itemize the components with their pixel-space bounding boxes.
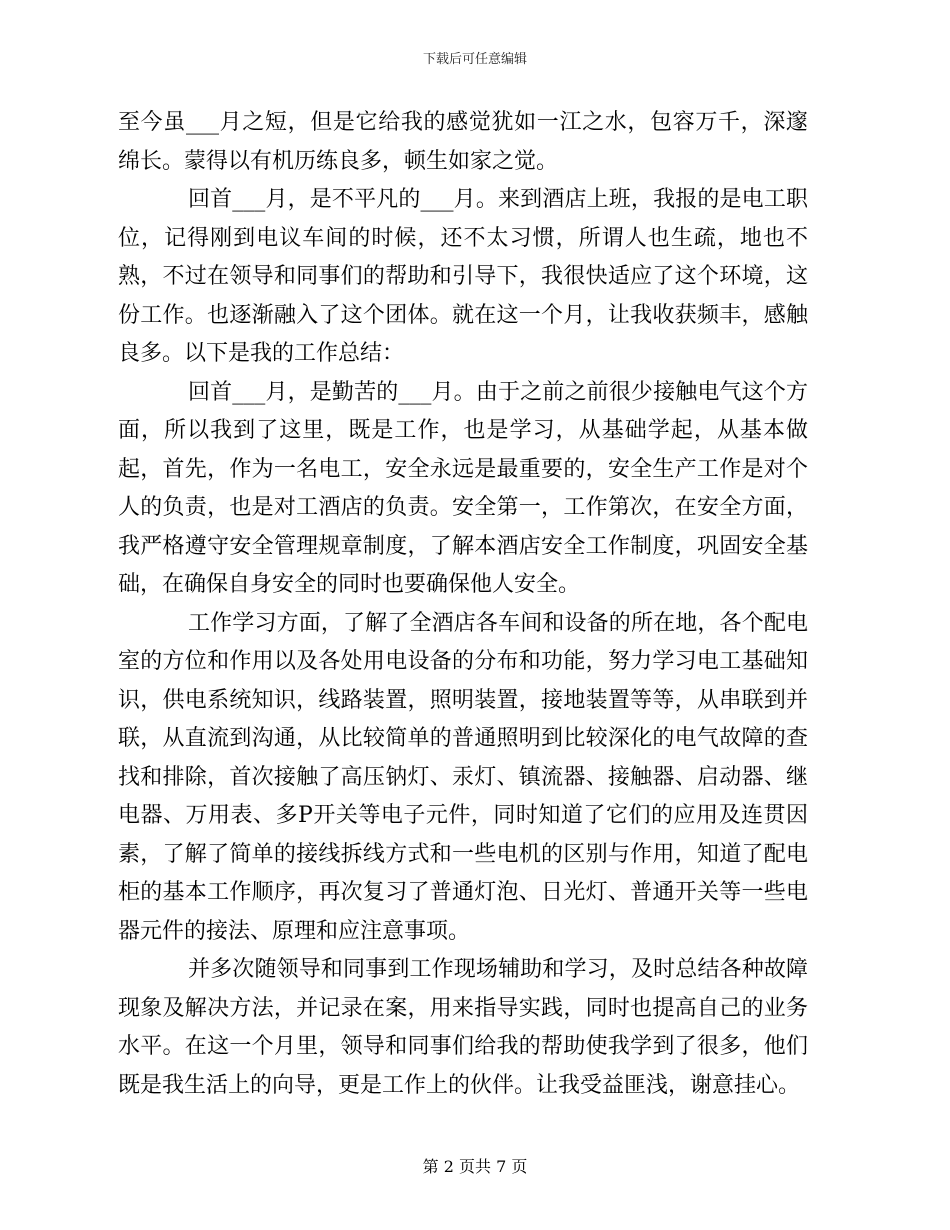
paragraph-3: 回首___月，是勤苦的___月。由于之前之前很少接触电气这个方面，所以我到了这里，既是工作，也是学习，从基础学起，从基本做起，首先，作为一名电工，安全永远是最重要的，安全生产工作是对个人的负责，也是对工酒店的负责。安全第一，工作第次，在安全方面，我严格遵守安全管理规章制度，了解本酒店安全工作制度，巩固安全基础，在确保自身安全的同时也要确保他人安全。 (118, 379, 808, 597)
paragraph-4: 工作学习方面，了解了全酒店各车间和设备的所在地，各个配电室的方位和作用以及各处用电设备的分布和功能，努力学习电工基础知识，供电系统知识，线路装置，照明装置，接地装置等等，从串联到并联，从直流到沟通，从比较简单的普通照明到比较深化的电气故障的查找和排除，首次接触了高压钠灯、汞灯、镇流器、接触器、启动器、继电器、万用表、多P开关等电子元件，同时知道了它们的应用及连贯因素，了解了简单的接线拆线方式和一些电机的区别与作用，知道了配电柜的基本工作顺序，再次复习了普通灯泡、日光灯、普通开关等一些电器元件的接法、原理和应注意事项。 (118, 610, 808, 944)
paragraph-1: 至今虽___月之短，但是它给我的感觉犹如一江之水，包容万千，深邃绵长。蒙得以有机历练良多，顿生如家之觉。 (118, 110, 808, 174)
page-footer: 第 2 页共 7 页 (422, 1157, 528, 1176)
paragraph-5: 并多次随领导和同事到工作现场辅助和学习，及时总结各种故障现象及解决方法，并记录在案，用来指导实践，同时也提高自己的业务水平。在这一个月里，领导和同事们给我的帮助使我学到了很多，他们既是我生活上的向导，更是工作上的伙伴。让我受益匪浅，谢意挂心。 (118, 957, 808, 1098)
paragraph-2: 回首___月，是不平凡的___月。来到酒店上班，我报的是电工职位，记得刚到电议车间的时候，还不太习惯，所谓人也生疏，地也不熟，不过在领导和同事们的帮助和引导下，我很快适应了这个环境，这份工作。也逐渐融入了这个团体。就在这一个月，让我收获频丰，感触良多。以下是我的工作总结： (118, 187, 808, 366)
page-header: 下载后可任意编辑 (422, 52, 527, 67)
document-body (118, 104, 808, 1105)
